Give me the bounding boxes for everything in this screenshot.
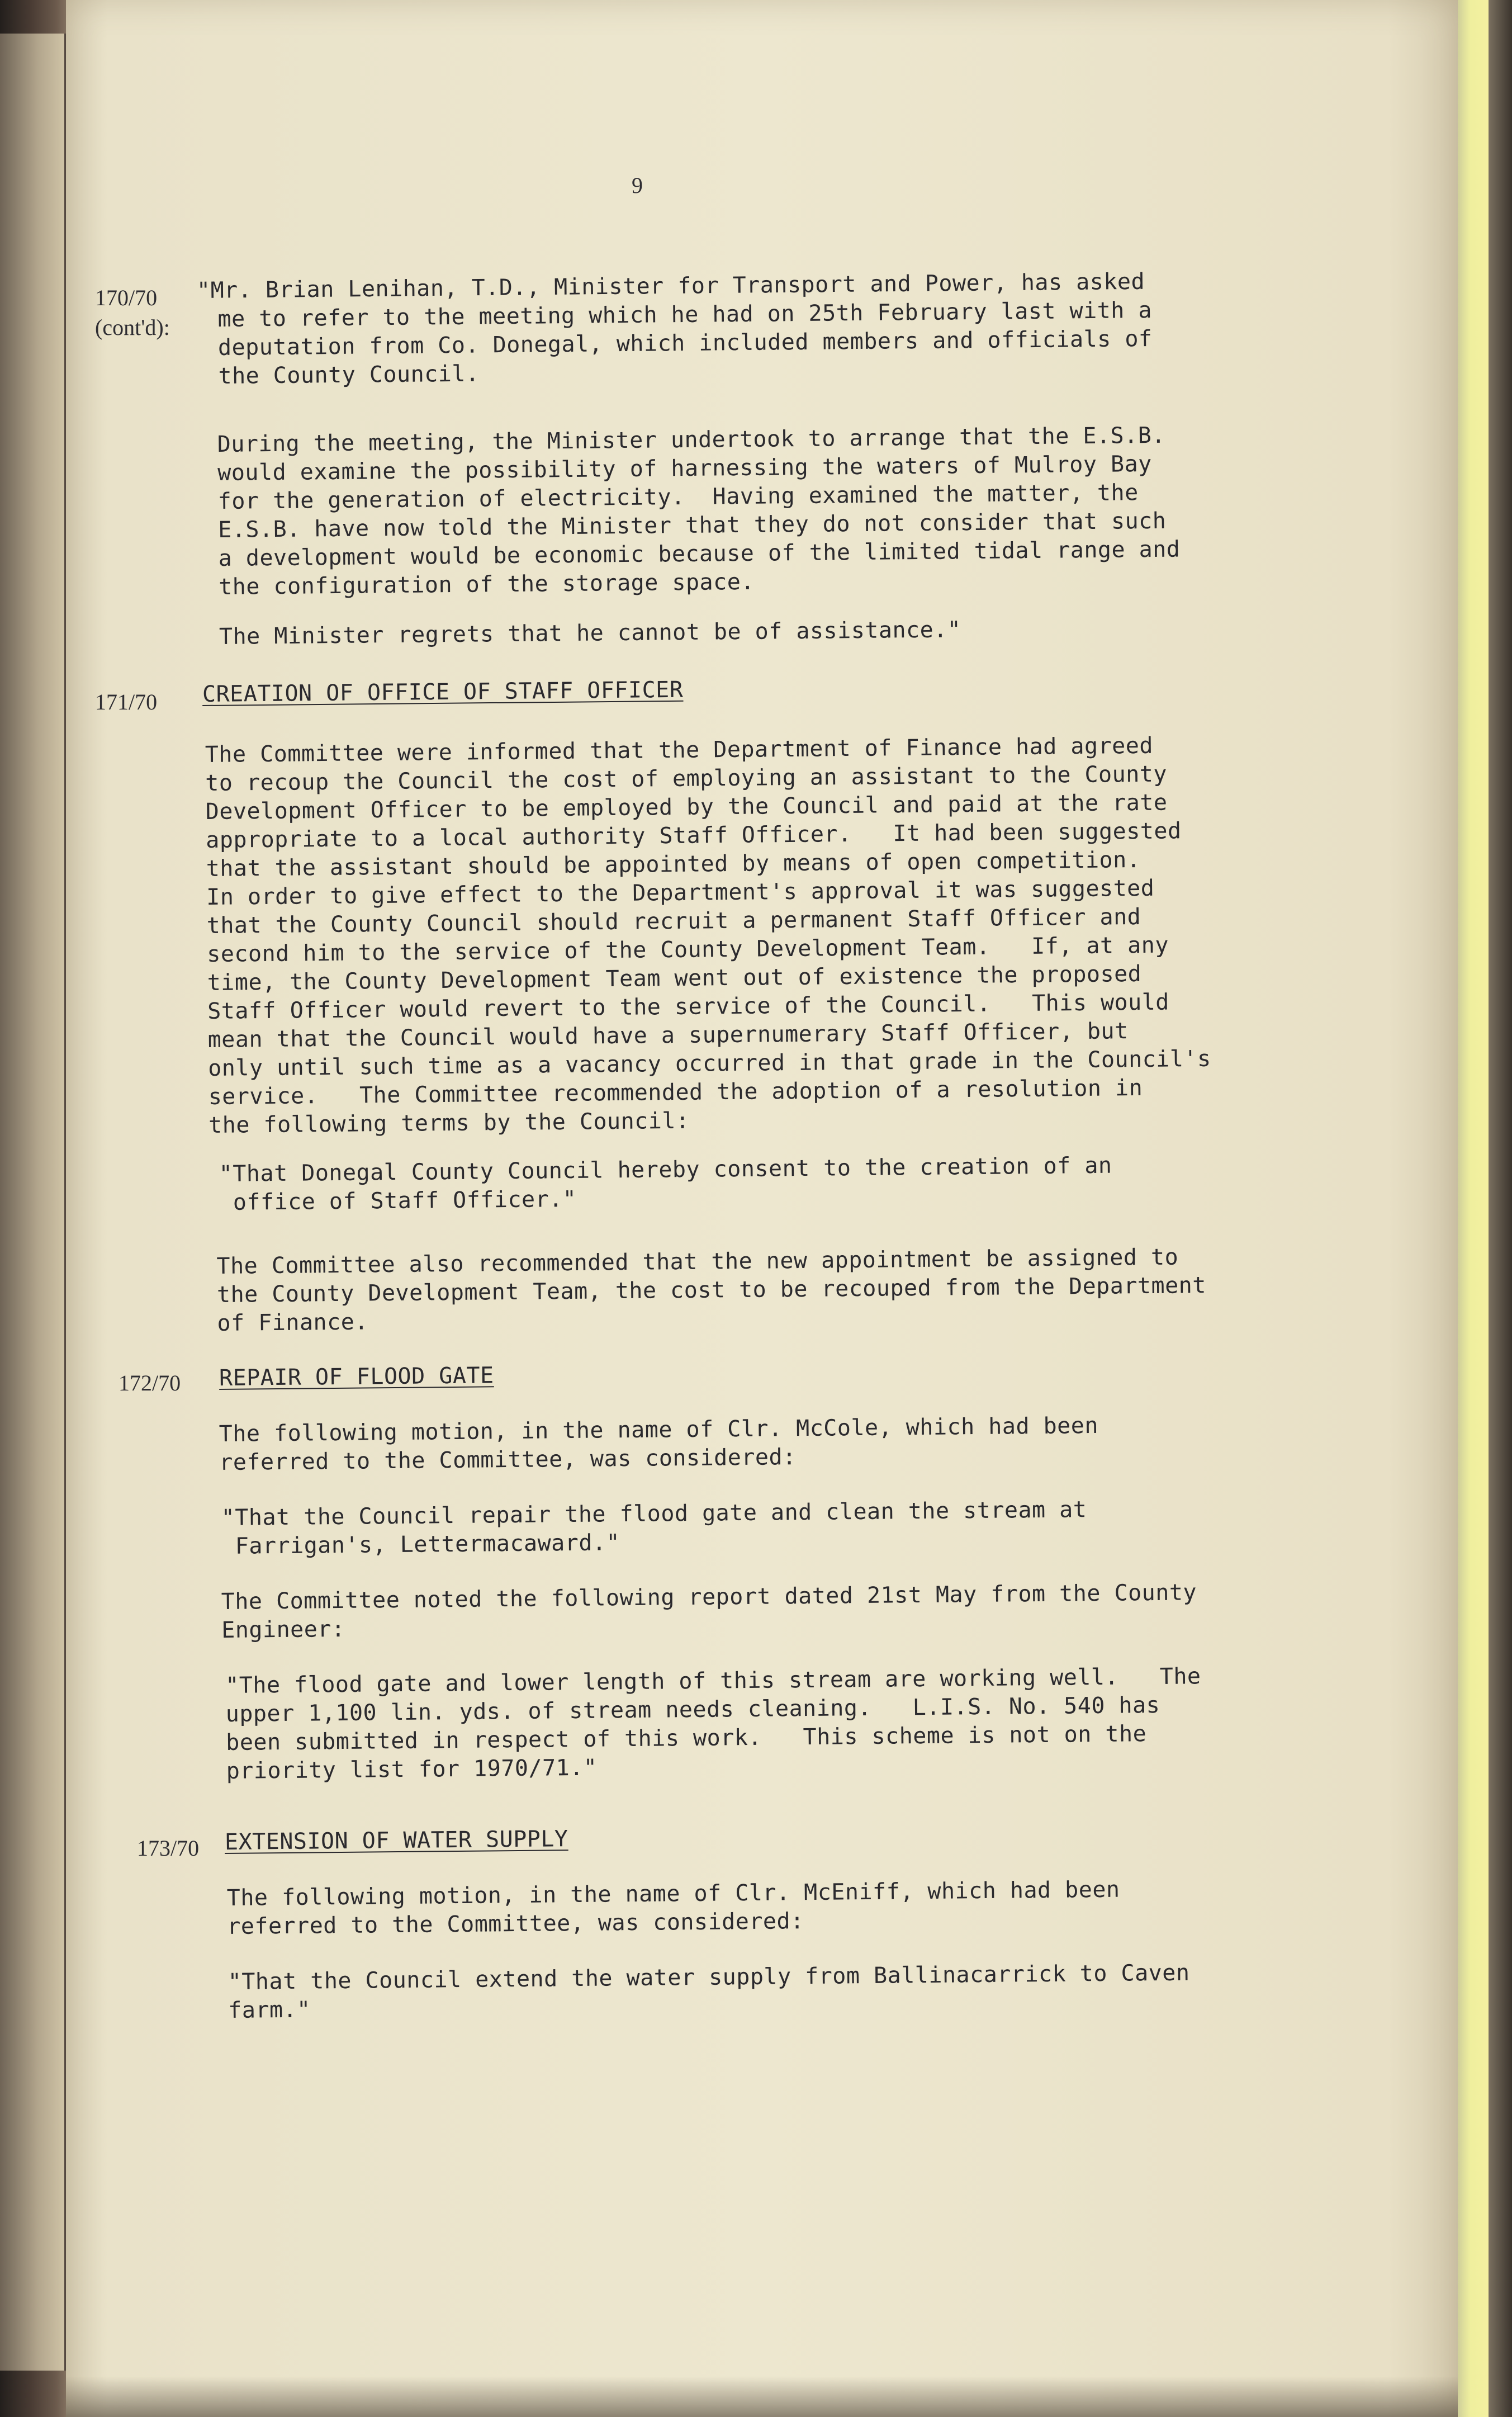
text-line: In order to give effect to the Department's approval it was suggested [206,875,1155,911]
section-number: 172/70 [119,1370,181,1396]
page-stack-edge [1458,0,1489,2417]
text-line: appropriate to a local authority Staff Officer. It had been suggested [206,818,1182,854]
text-line: me to refer to the meeting which he had on 25th February last with a [217,297,1153,333]
text-line: The Minister regrets that he cannot be of assistance." [219,617,961,650]
section-number: 173/70 [137,1836,200,1861]
section-170-para-2 [217,421,1181,602]
section-170-para-1-cont [217,296,1153,391]
section-171-resolution [219,1152,1113,1217]
text-line: The following motion, in the name of Clr. McEniff, which had been [226,1876,1120,1912]
text-line: of Finance. [217,1309,369,1336]
text-line: been submitted in respect of this work. This scheme is not on the [226,1721,1147,1756]
section-heading: EXTENSION OF WATER SUPPLY [224,1826,568,1855]
section-172-para-1 [219,1412,1099,1477]
text-line: "Mr. Brian Lenihan, T.D., Minister for Transport and Power, has asked [196,268,1145,304]
text-line: priority list for 1970/71." [226,1754,598,1784]
text-line: deputation from Co. Donegal, which included members and officials of [217,325,1153,361]
text-line: "The flood gate and lower length of this stream are working well. The [225,1663,1201,1699]
text-line: the configuration of the storage space. [218,569,755,600]
text-line: that the assistant should be appointed by means of open competition. [206,846,1141,882]
text-line: upper 1,100 lin. yds. of stream needs cleaning. L.I.S. No. 540 has [225,1692,1160,1728]
text-line: mean that the Council would have a supernumerary Staff Officer, but [207,1018,1129,1053]
section-171-para-3 [216,1243,1206,1338]
section-173-para-1 [227,1876,1121,1941]
page-shadow [66,2376,1458,2417]
text-line: The Committee noted the following report dated 21st May from the County [221,1579,1197,1615]
text-line: Farrigan's, Lettermacaward." [221,1530,620,1559]
text-line: would examine the possibility of harnessing the waters of Mulroy Bay [217,451,1152,486]
text-line: the County Council. [218,361,480,389]
section-173-motion [228,1959,1191,2025]
text-line: Staff Officer would revert to the service of the Council. This would [207,989,1170,1024]
text-line: Engineer: [221,1616,345,1643]
binding-edge [1489,0,1512,2417]
section-number: 171/70 [95,689,158,715]
text-line: referred to the Committee, was considered: [227,1908,804,1940]
text-line: referred to the Committee, was considered: [219,1444,797,1475]
text-line: time, the County Development Team went out of existence the proposed [207,961,1142,996]
section-172-motion [221,1496,1088,1561]
previous-page-edge [0,34,66,2371]
text-line: second him to the service of the County Development Team. If, at any [207,932,1169,967]
section-number: 170/70 [95,285,158,310]
text-line: E.S.B. have now told the Minister that they do not consider that such [218,508,1167,543]
text-line: farm." [228,1997,311,2023]
text-line: "That Donegal County Council hereby consent to the creation of an [219,1152,1112,1188]
section-heading: REPAIR OF FLOOD GATE [219,1363,494,1391]
text-line: the following terms by the Council: [208,1108,690,1138]
text-line: The Committee were informed that the Department of Finance had agreed [205,732,1154,768]
text-line: only until such time as a vacancy occurred in that grade in the Council's [207,1046,1211,1081]
text-line: Development Officer to be employed by the Council and paid at the rate [205,789,1168,825]
text-line: "That the Council extend the water supply from Ballinacarrick to Caven [227,1960,1190,1995]
section-171-para-1 [205,731,1212,1140]
text-line: that the County Council should recruit a permanent Staff Officer and [206,904,1141,939]
text-line: The following motion, in the name of Clr. McCole, which had been [219,1412,1099,1448]
text-line: "That the Council repair the flood gate and clean the stream at [221,1497,1087,1531]
page-number: 9 [632,173,643,198]
section-172-report [225,1662,1202,1786]
section-number-continued: (cont'd): [95,315,170,340]
section-172-para-3 [221,1578,1197,1645]
text-line: During the meeting, the Minister undertook to arrange that the E.S.B. [217,422,1166,458]
section-heading: CREATION OF OFFICE OF STAFF OFFICER [202,677,684,707]
text-line: for the generation of electricity. Having examined the matter, the [217,480,1139,515]
text-line: office of Staff Officer." [219,1186,577,1215]
text-line: service. The Committee recommended the adoption of a resolution in [208,1075,1143,1110]
text-line: The Committee also recommended that the new appointment be assigned to [216,1244,1179,1280]
text-line: a development would be economic because of the limited tidal range and [218,536,1181,571]
text-line: the County Development Team, the cost to be recouped from the Department [216,1273,1207,1308]
text-line: to recoup the Council the cost of employing an assistant to the County [205,761,1168,797]
